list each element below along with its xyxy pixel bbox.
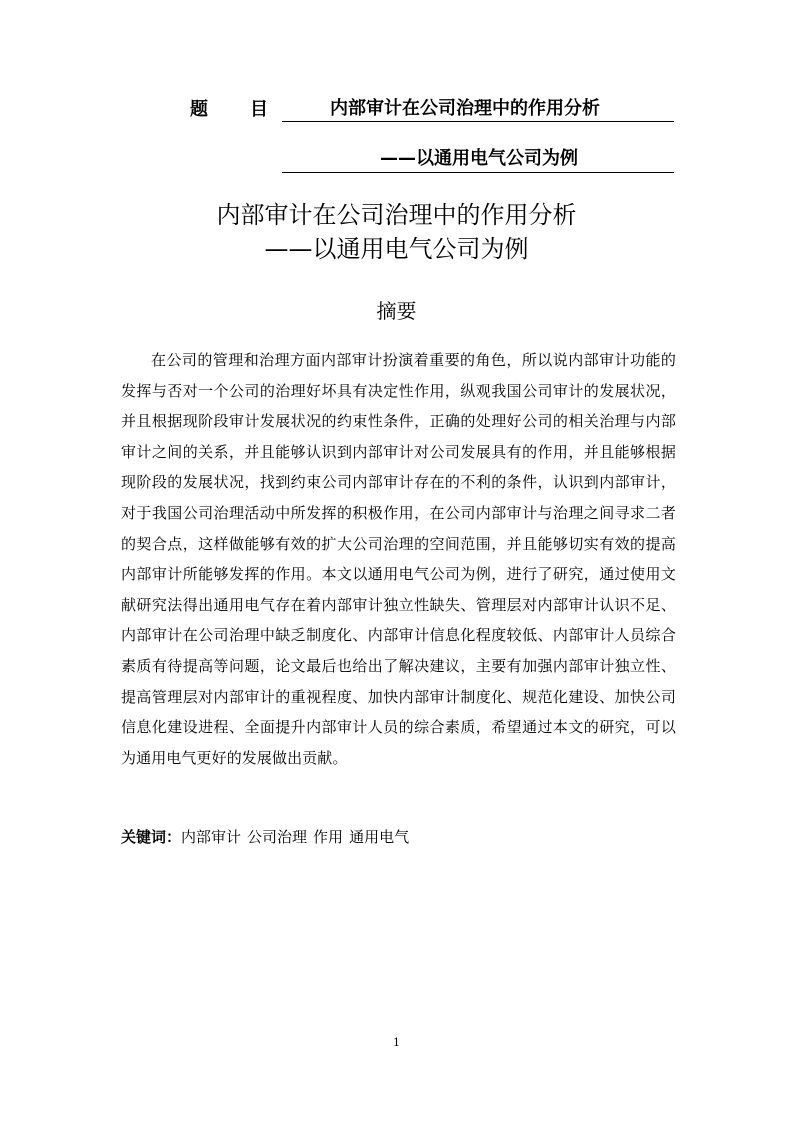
- thesis-main-title: 内部审计在公司治理中的作用分析: [330, 98, 600, 119]
- title-label-char1: 题: [190, 99, 208, 120]
- keywords-line: [121, 825, 676, 849]
- heading-title: 内部审计在公司治理中的作用分析: [216, 201, 577, 229]
- heading-subtitle: ——以通用电气公司为例: [264, 235, 529, 263]
- keywords-label: 关键词：: [121, 828, 182, 846]
- abstract-body: 在公司的管理和治理方面内部审计扮演着重要的角色，所以说内部审计功能的发挥与否对一个公司的治理好坏具有决定性作用，纵观我国公司审计的发展状况，并且根据现阶段审计发展状况的约束性条件，正确的处理好公司的相关治理与内部审计之间的关系，并且能够认识到内部审计对公司发展具有的作用，并且能够根据现阶段的发展状况，找到约束公司内部审计存在的不利的条件，认识到内部审计，对于我国公司治理活动中所发挥的积极作用，在公司内部审计与治理之间寻求二者的契合点，这样做能够有效的扩大公司治理的空间范围，并且能够切实有效的提高内部审计所能够发挥的作用。本文以通用电气公司为例，进行了研究，通过使用文献研究法得出通用电气存在着内部审计独立性缺失、管理层对内部审计认识不足、内部审计在公司治理中缺乏制度化、内部审计信息化程度较低、内部审计人员综合素质有待提高等问题，论文最后也给出了解决建议，主要有加强内部审计独立性、提高管理层对内部审计的重视程度、加快内部审计制度化、规范化建设、加快公司信息化建设进程、全面提升内部审计人员的综合素质，希望通过本文的研究，可以为通用电气更好的发展做出贡献。: [121, 351, 676, 767]
- keyword-item: 公司治理: [247, 828, 308, 846]
- keyword-item: 内部审计: [181, 828, 242, 846]
- thesis-subtitle: ——以通用电气公司为例: [380, 148, 578, 169]
- title-block-line1: [0, 96, 793, 124]
- title-label-char2: 目: [250, 99, 268, 120]
- title-block-line2: [282, 146, 674, 173]
- abstract-title: 摘要: [376, 299, 417, 323]
- page-heading: [0, 198, 793, 266]
- title-underline: [282, 96, 674, 122]
- page-number: 1: [393, 1036, 400, 1049]
- keyword-item: 作用: [313, 828, 344, 846]
- keyword-item: 通用电气: [349, 828, 410, 846]
